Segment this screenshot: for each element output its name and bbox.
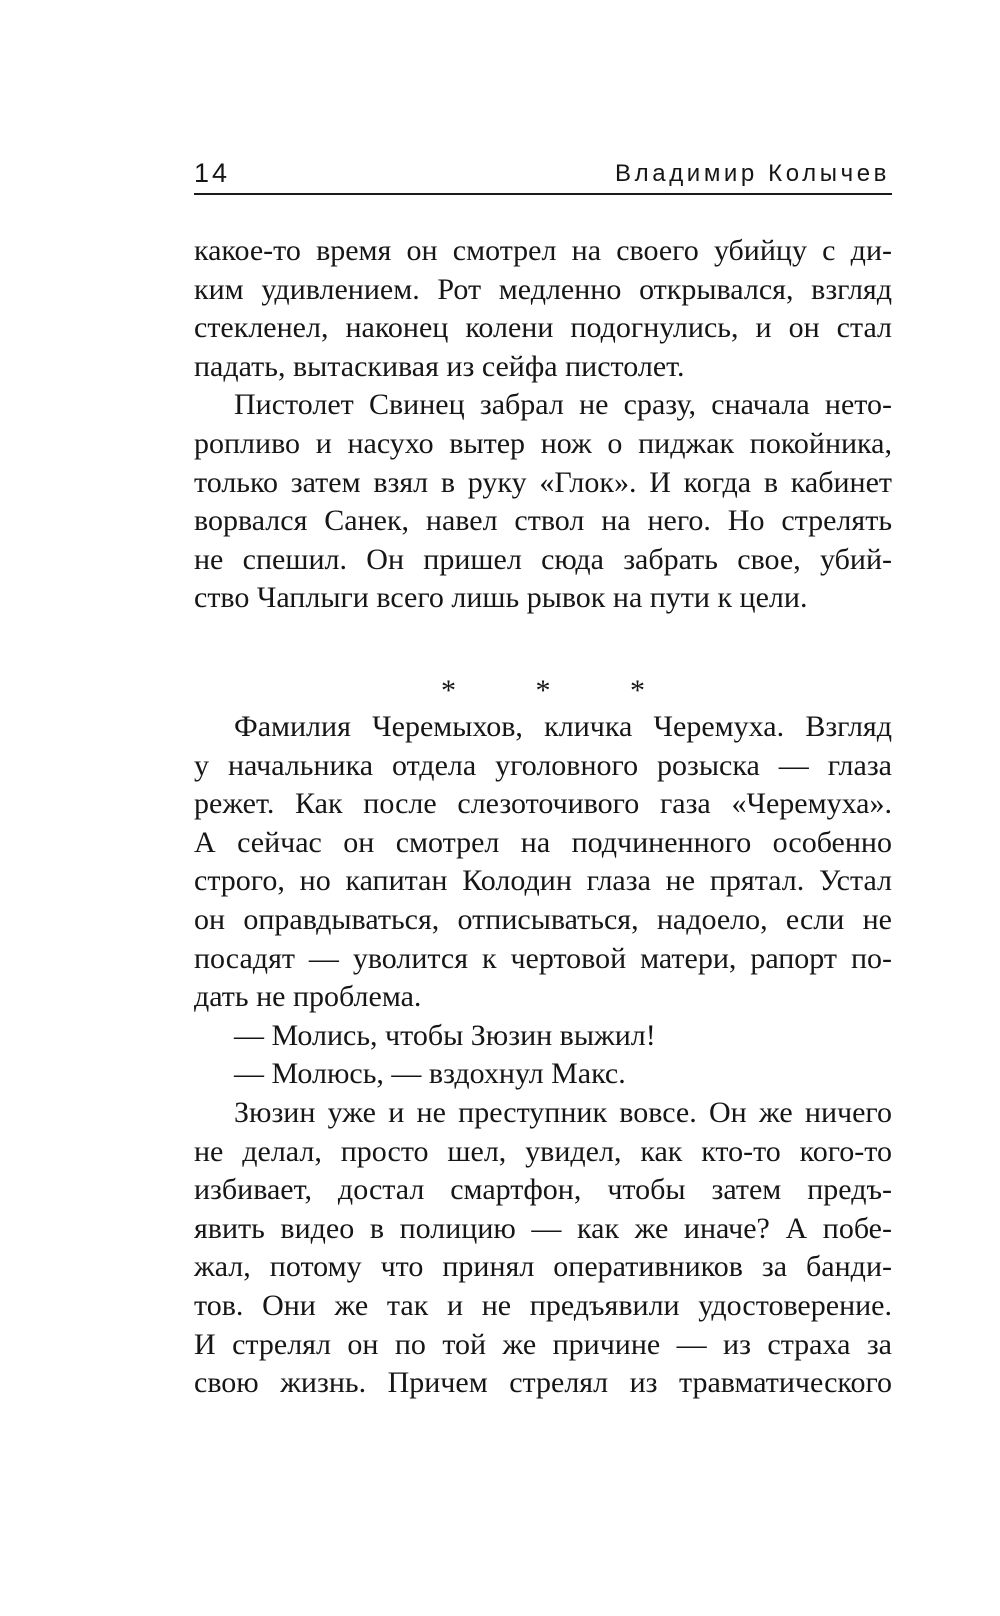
text-line: он оправдываться, отписываться, надоело, если не — [194, 902, 892, 936]
dialogue-line: — Молюсь, — вздохнул Макс. — [234, 1057, 626, 1091]
text-line: строго, но капитан Колодин глаза не прятал. Устал — [194, 864, 892, 898]
text-line: падать, вытаскивая из сейфа пистолет. — [194, 349, 685, 383]
text-line: у начальника отдела уголовного розыска — глаза — [194, 748, 892, 782]
text-line: режет. Как после слезоточивого газа «Черемуха». — [194, 787, 892, 821]
text-line: избивает, достал смартфон, чтобы затем предъ- — [194, 1173, 892, 1207]
text-section-1 — [194, 232, 892, 618]
text-line: тов. Они же так и не предъявили удостоверение. — [194, 1288, 892, 1322]
text-line: только затем взял в руку «Глок». И когда в кабинет — [194, 465, 892, 499]
text-line: не делал, просто шел, увидел, как кто-то кого-то — [194, 1134, 892, 1168]
text-line: ворвался Санек, навел ствол на него. Но стрелять — [194, 504, 892, 538]
text-line: не спешил. Он пришел сюда забрать свое, убий- — [194, 542, 892, 576]
text-line: явить видео в полицию — как же иначе? А побе- — [194, 1211, 892, 1245]
text-line: посадят — уволится к чертовой матери, рапорт по- — [194, 941, 892, 975]
text-section-2 — [194, 708, 892, 1403]
header-rule — [194, 193, 892, 195]
text-line: Пистолет Свинец забрал не сразу, сначала нето- — [234, 388, 892, 422]
text-line: свою жизнь. Причем стрелял из травматического — [194, 1366, 892, 1400]
dialogue-line: — Молись, чтобы Зюзин выжил! — [234, 1018, 656, 1052]
text-line: стекленел, наконец колени подогнулись, и он стал — [194, 311, 892, 345]
text-line: Фамилия Черемыхов, кличка Черемуха. Взгляд — [234, 710, 892, 743]
page-number: 14 — [194, 158, 231, 188]
text-line: ство Чаплыги всего лишь рывок на пути к цели. — [194, 581, 808, 615]
text-line: дать не проблема. — [194, 980, 422, 1014]
text-line: какое-то время он смотрел на своего убийцу с ди- — [194, 234, 892, 267]
section-separator: * * * — [441, 674, 681, 707]
text-line: И стрелял он по той же причине — из страха за — [194, 1327, 892, 1361]
text-line: ким удивлением. Рот медленно открывался, взгляд — [194, 272, 892, 306]
text-line: А сейчас он смотрел на подчиненного особенно — [194, 825, 892, 859]
author-name: Владимир Колычев — [615, 160, 890, 187]
text-line: Зюзин уже и не преступник вовсе. Он же ничего — [234, 1095, 892, 1129]
running-head — [194, 152, 890, 192]
text-line: жал, потому что принял оперативников за банди- — [194, 1250, 892, 1284]
text-line: ропливо и насухо вытер нож о пиджак покойника, — [194, 426, 892, 460]
